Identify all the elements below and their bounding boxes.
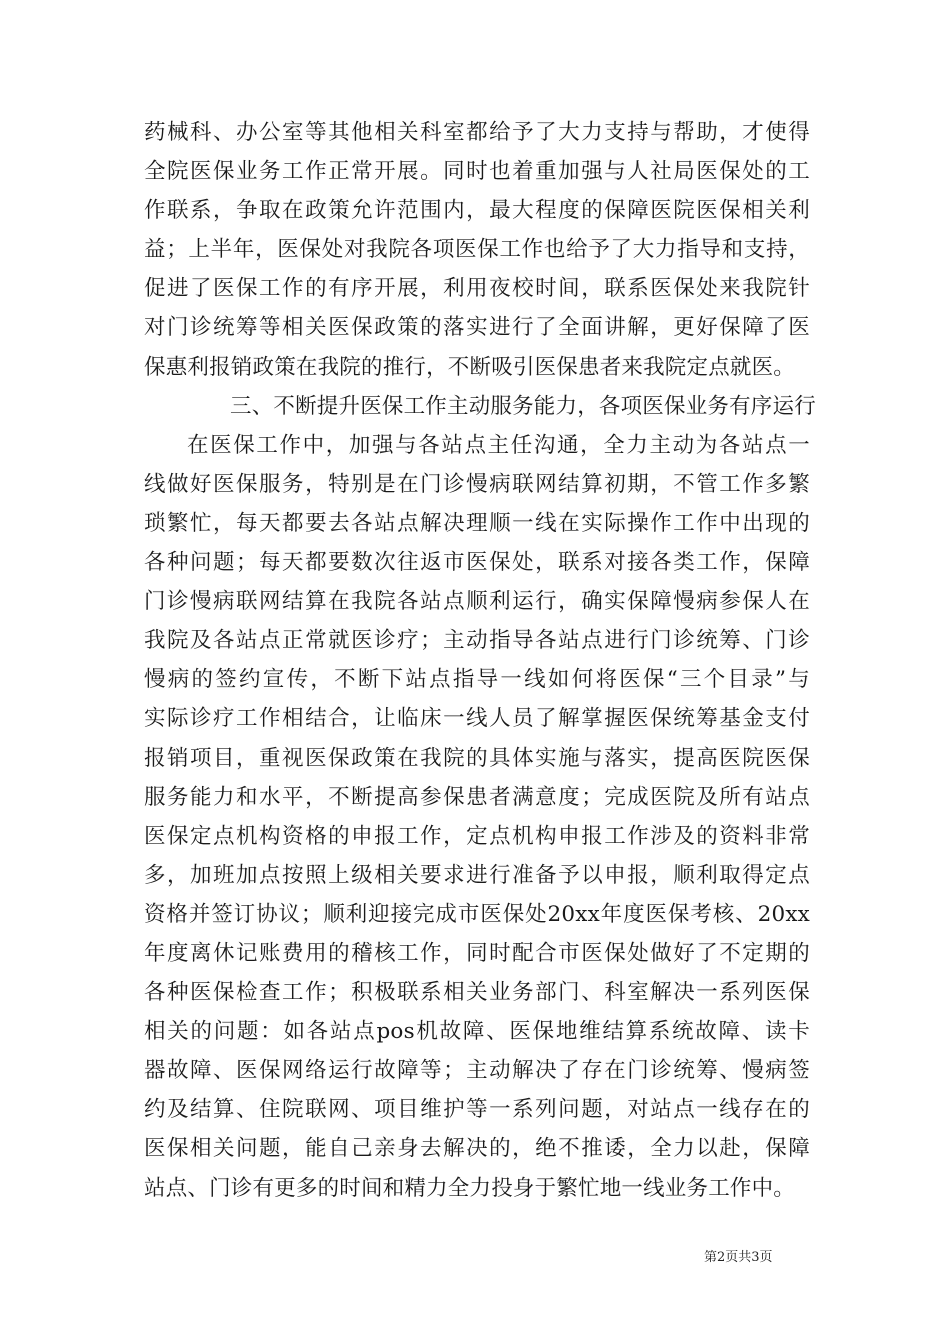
text-line: 各种问题；每天都要数次往返市医保处，联系对接各类工作，保障: [144, 550, 810, 576]
text-line: 作联系，争取在政策允许范围内，最大程度的保障医院医保相关利: [144, 198, 810, 224]
text-line: 我院及各站点正常就医诊疗；主动指导各站点进行门诊统筹、门诊: [144, 628, 810, 654]
section-heading: 三、不断提升医保工作主动服务能力，各项医保业务有序运行: [230, 393, 816, 419]
text-line: 器故障、医保网络运行故障等；主动解决了存在门诊统筹、慢病签: [144, 1058, 810, 1084]
text-line: 资格并签订协议；顺利迎接完成市医保处20xx年度医保考核、20xx: [144, 901, 810, 927]
text-line: 琐繁忙，每天都要去各站点解决理顺一线在实际操作工作中出现的: [144, 510, 810, 536]
text-line: 医保相关问题，能自己亲身去解决的，绝不推诿，全力以赴，保障: [144, 1136, 810, 1162]
text-line: 促进了医保工作的有序开展，利用夜校时间，联系医保处来我院针: [144, 276, 810, 302]
text-line: 报销项目，重视医保政策在我院的具体实施与落实，提高医院医保: [144, 745, 810, 771]
text-line: 对门诊统筹等相关医保政策的落实进行了全面讲解，更好保障了医: [144, 315, 810, 341]
text-line: 多，加班加点按照上级相关要求进行准备予以申报，顺利取得定点: [144, 862, 810, 888]
text-line: 年度离休记账费用的稽核工作，同时配合市医保处做好了不定期的: [144, 940, 810, 966]
paragraph-service: [144, 426, 810, 1208]
paragraph-continuation: [144, 113, 810, 387]
page-number: 第2页共3页: [704, 1250, 773, 1265]
document-body: [144, 113, 816, 1208]
text-line: 线做好医保服务，特别是在门诊慢病联网结算初期，不管工作多繁: [144, 471, 810, 497]
text-line: 各种医保检查工作；积极联系相关业务部门、科室解决一系列医保: [144, 980, 810, 1006]
text-line: 约及结算、住院联网、项目维护等一系列问题，对站点一线存在的: [144, 1097, 810, 1123]
text-line: 站点、门诊有更多的时间和精力全力投身于繁忙地一线业务工作中。: [144, 1175, 796, 1201]
text-line: 门诊慢病联网结算在我院各站点顺利运行，确实保障慢病参保人在: [144, 589, 810, 615]
text-line: 服务能力和水平，不断提高参保患者满意度；完成医院及所有站点: [144, 784, 810, 810]
text-line: 全院医保业务工作正常开展。同时也着重加强与人社局医保处的工: [144, 159, 810, 185]
text-line: 相关的问题：如各站点pos机故障、医保地维结算系统故障、读卡: [144, 1019, 810, 1045]
text-line: 在医保工作中，加强与各站点主任沟通，全力主动为各站点一: [187, 432, 810, 458]
text-line: 慢病的签约宣传，不断下站点指导一线如何将医保“三个目录”与: [144, 667, 810, 693]
text-line: 医保定点机构资格的申报工作，定点机构申报工作涉及的资料非常: [144, 823, 810, 849]
text-line: 药械科、办公室等其他相关科室都给予了大力支持与帮助，才使得: [144, 120, 810, 145]
text-line: 保惠利报销政策在我院的推行，不断吸引医保患者来我院定点就医。: [144, 354, 796, 380]
text-line: 实际诊疗工作相结合，让临床一线人员了解掌握医保统筹基金支付: [144, 706, 810, 732]
text-line: 益；上半年，医保处对我院各项医保工作也给予了大力指导和支持，: [144, 237, 810, 263]
